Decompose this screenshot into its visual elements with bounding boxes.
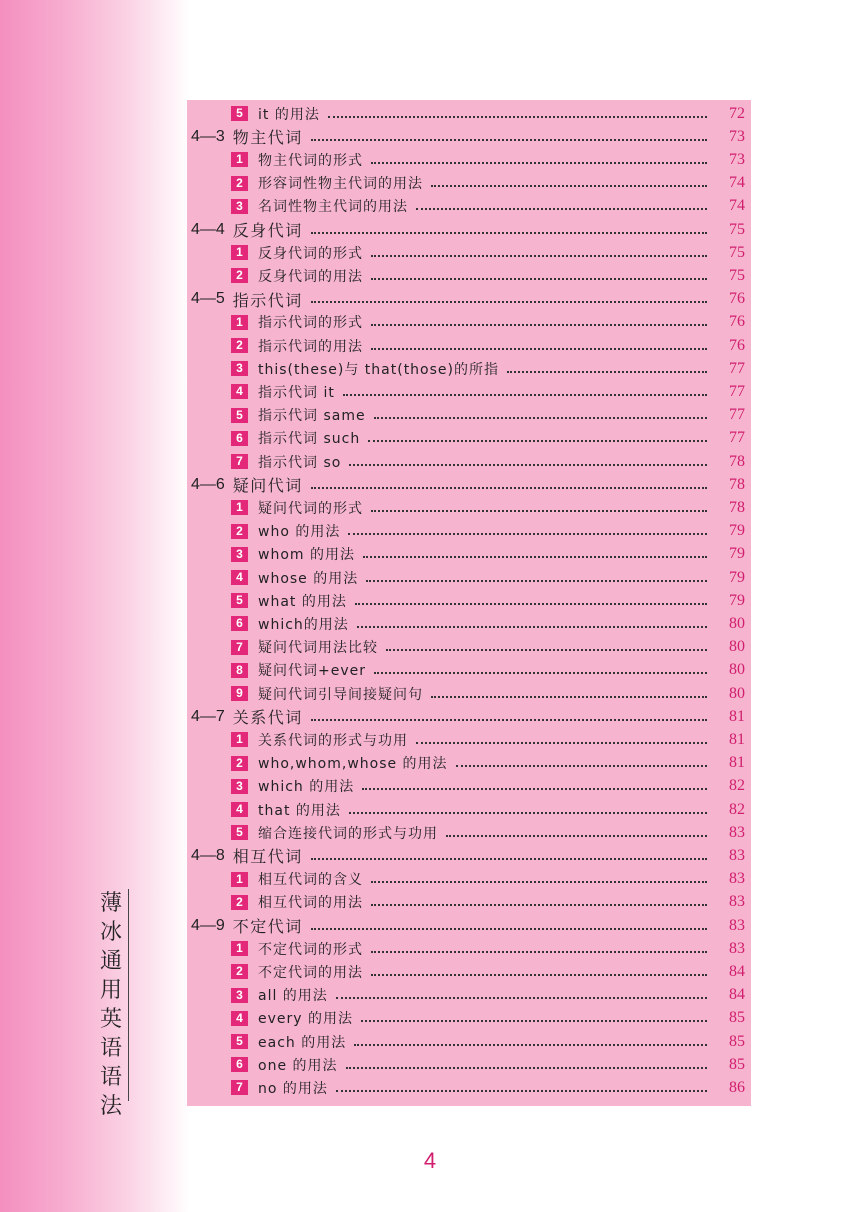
book-title-char: 英 [99, 1007, 122, 1032]
entry-title: 形容词性物主代词的用法 [258, 176, 423, 193]
entry-title: 指示代词 same [258, 408, 366, 425]
toc-item-row[interactable] [187, 450, 751, 473]
toc-section-row[interactable] [187, 914, 751, 937]
book-title-char: 用 [99, 978, 122, 1003]
item-number-badge: 1 [231, 872, 248, 887]
entry-page-number: 80 [729, 638, 745, 656]
dot-leader [371, 964, 707, 976]
dot-leader [368, 430, 707, 442]
item-number-badge: 2 [231, 964, 248, 979]
entry-title: which的用法 [258, 616, 349, 633]
entry-title: all 的用法 [258, 988, 328, 1005]
toc-item-row[interactable] [187, 1007, 751, 1030]
dot-leader [431, 686, 707, 698]
toc-section-row[interactable] [187, 844, 751, 867]
dot-leader [343, 384, 707, 396]
entry-page-number: 78 [729, 498, 745, 516]
entry-page-number: 77 [729, 406, 745, 424]
entry-page-number: 76 [729, 290, 745, 308]
page-number: 4 [423, 1148, 437, 1173]
item-number-badge: 3 [231, 199, 248, 214]
toc-item-row[interactable] [187, 1076, 751, 1099]
entry-page-number: 81 [729, 730, 745, 748]
entry-page-number: 78 [729, 475, 745, 493]
entry-title: 指示代词的形式 [258, 315, 363, 332]
entry-page-number: 73 [729, 150, 745, 168]
entry-title: 不定代词的用法 [258, 964, 363, 981]
entry-page-number: 81 [729, 707, 745, 725]
toc-item-row[interactable] [187, 172, 751, 195]
table-of-contents [187, 100, 751, 1106]
entry-title: 疑问代词引导间接疑问句 [258, 686, 423, 703]
dot-leader [371, 245, 707, 257]
toc-item-row[interactable] [187, 612, 751, 635]
book-title-char: 语 [99, 1036, 122, 1061]
item-number-badge: 2 [231, 895, 248, 910]
toc-item-row[interactable] [187, 264, 751, 287]
entry-page-number: 83 [729, 893, 745, 911]
dot-leader [371, 152, 707, 164]
dot-leader [311, 291, 707, 303]
item-number-badge: 5 [231, 825, 248, 840]
entry-page-number: 77 [729, 359, 745, 377]
entry-page-number: 84 [729, 962, 745, 980]
item-number-badge: 2 [231, 338, 248, 353]
entry-title: 指示代词的用法 [258, 338, 363, 355]
item-number-badge: 6 [231, 431, 248, 446]
item-number-badge: 2 [231, 756, 248, 771]
entry-page-number: 80 [729, 661, 745, 679]
entry-page-number: 73 [729, 127, 745, 145]
section-number: 4—9 [191, 916, 225, 934]
entry-title: 相互代词 [232, 847, 303, 867]
item-number-badge: 1 [231, 941, 248, 956]
toc-item-row[interactable] [187, 380, 751, 403]
dot-leader [328, 106, 707, 118]
entry-title: 指示代词 such [258, 431, 361, 448]
dot-leader [374, 407, 707, 419]
item-number-badge: 3 [231, 779, 248, 794]
entry-page-number: 82 [729, 777, 745, 795]
dot-leader [507, 361, 707, 373]
entry-page-number: 85 [729, 1055, 745, 1073]
entry-title: this(these)与 that(those)的所指 [258, 361, 499, 378]
entry-page-number: 75 [729, 220, 745, 238]
entry-title: that 的用法 [258, 802, 341, 819]
entry-page-number: 80 [729, 684, 745, 702]
entry-title: what 的用法 [258, 593, 347, 610]
dot-leader [311, 709, 707, 721]
entry-page-number: 83 [729, 870, 745, 888]
dot-leader [374, 662, 707, 674]
toc-item-row[interactable] [187, 427, 751, 450]
entry-page-number: 79 [729, 568, 745, 586]
dot-leader [348, 523, 707, 535]
toc-item-row[interactable] [187, 775, 751, 798]
item-number-badge: 5 [231, 593, 248, 608]
book-title-char: 语 [99, 1065, 122, 1090]
section-number: 4—3 [191, 127, 225, 145]
toc-item-row[interactable] [187, 566, 751, 589]
dot-leader [446, 825, 707, 837]
item-number-badge: 3 [231, 361, 248, 376]
entry-page-number: 79 [729, 591, 745, 609]
entry-page-number: 80 [729, 614, 745, 632]
entry-title: 疑问代词 [232, 476, 303, 496]
book-title-char: 冰 [99, 920, 122, 945]
entry-title: 指示代词 [232, 290, 303, 310]
item-number-badge: 2 [231, 524, 248, 539]
toc-item-row[interactable] [187, 891, 751, 914]
item-number-badge: 1 [231, 500, 248, 515]
dot-leader [311, 222, 707, 234]
entry-title: whose 的用法 [258, 570, 359, 587]
entry-title: 疑问代词的形式 [258, 500, 363, 517]
entry-page-number: 72 [729, 104, 745, 122]
toc-item-row[interactable] [187, 404, 751, 427]
dot-leader [431, 175, 707, 187]
item-number-badge: 4 [231, 570, 248, 585]
toc-item-row[interactable] [187, 752, 751, 775]
dot-leader [371, 894, 707, 906]
item-number-badge: 2 [231, 268, 248, 283]
entry-page-number: 75 [729, 243, 745, 261]
dot-leader [363, 546, 707, 558]
dot-leader [362, 778, 707, 790]
toc-section-row[interactable] [187, 125, 751, 148]
toc-item-row[interactable] [187, 1053, 751, 1076]
item-number-badge: 7 [231, 1080, 248, 1095]
toc-section-row[interactable] [187, 288, 751, 311]
entry-page-number: 77 [729, 429, 745, 447]
entry-page-number: 85 [729, 1009, 745, 1027]
entry-title: 缩合连接代词的形式与功用 [258, 825, 438, 842]
section-number: 4—5 [191, 290, 225, 308]
entry-title: 指示代词 so [258, 454, 342, 471]
item-number-badge: 4 [231, 384, 248, 399]
item-number-badge: 7 [231, 640, 248, 655]
entry-title: 物主代词 [232, 128, 303, 148]
item-number-badge: 5 [231, 106, 248, 121]
entry-title: one 的用法 [258, 1057, 338, 1074]
entry-title: which 的用法 [258, 779, 355, 796]
toc-item-row[interactable] [187, 148, 751, 171]
toc-item-row[interactable] [187, 543, 751, 566]
toc-item-row[interactable] [187, 1030, 751, 1053]
dot-leader [354, 1034, 707, 1046]
item-number-badge: 1 [231, 245, 248, 260]
section-number: 4—8 [191, 846, 225, 864]
dot-leader [357, 616, 707, 628]
book-title-char: 通 [99, 949, 122, 974]
entry-page-number: 82 [729, 800, 745, 818]
dot-leader [311, 129, 707, 141]
item-number-badge: 2 [231, 176, 248, 191]
dot-leader [416, 198, 707, 210]
entry-page-number: 76 [729, 336, 745, 354]
entry-page-number: 76 [729, 313, 745, 331]
toc-item-row[interactable] [187, 682, 751, 705]
entry-page-number: 86 [729, 1078, 745, 1096]
dot-leader [346, 1057, 707, 1069]
entry-title: no 的用法 [258, 1080, 328, 1097]
entry-title: 疑问代词+ever [258, 663, 366, 680]
toc-item-row[interactable] [187, 821, 751, 844]
item-number-badge: 3 [231, 547, 248, 562]
dot-leader [349, 802, 707, 814]
item-number-badge: 9 [231, 686, 248, 701]
dot-leader [361, 1010, 707, 1022]
entry-title: each 的用法 [258, 1034, 347, 1051]
item-number-badge: 5 [231, 1034, 248, 1049]
entry-title: whom 的用法 [258, 547, 355, 564]
toc-item-row[interactable] [187, 311, 751, 334]
dot-leader [371, 338, 707, 350]
entry-page-number: 84 [729, 986, 745, 1004]
toc-item-row[interactable] [187, 960, 751, 983]
entry-page-number: 83 [729, 916, 745, 934]
entry-page-number: 83 [729, 846, 745, 864]
toc-section-row[interactable] [187, 473, 751, 496]
entry-page-number: 74 [729, 197, 745, 215]
book-title-char: 法 [99, 1094, 122, 1119]
dot-leader [416, 732, 707, 744]
item-number-badge: 4 [231, 1011, 248, 1026]
item-number-badge: 4 [231, 802, 248, 817]
entry-page-number: 79 [729, 522, 745, 540]
entry-title: 不定代词的形式 [258, 941, 363, 958]
item-number-badge: 6 [231, 1057, 248, 1072]
entry-title: 相互代词的用法 [258, 895, 363, 912]
toc-item-row[interactable] [187, 241, 751, 264]
toc-item-row[interactable] [187, 496, 751, 519]
dot-leader [311, 477, 707, 489]
entry-page-number: 81 [729, 754, 745, 772]
section-number: 4—6 [191, 475, 225, 493]
toc-section-row[interactable] [187, 705, 751, 728]
toc-item-row[interactable] [187, 937, 751, 960]
dot-leader [311, 918, 707, 930]
entry-title: every 的用法 [258, 1011, 354, 1028]
dot-leader [371, 941, 707, 953]
entry-title: 反身代词 [232, 221, 303, 240]
toc-item-row[interactable] [187, 868, 751, 891]
entry-page-number: 78 [729, 452, 745, 470]
entry-page-number: 85 [729, 1032, 745, 1050]
entry-title: who 的用法 [258, 524, 341, 541]
dot-leader [386, 639, 707, 651]
toc-item-row[interactable] [187, 984, 751, 1007]
toc-item-row[interactable] [187, 728, 751, 751]
toc-item-row[interactable] [187, 357, 751, 380]
item-number-badge: 8 [231, 663, 248, 678]
entry-title: 相互代词的含义 [258, 872, 363, 889]
toc-section-row[interactable] [187, 218, 751, 241]
dot-leader [371, 314, 707, 326]
item-number-badge: 1 [231, 315, 248, 330]
toc-item-row[interactable] [187, 636, 751, 659]
toc-item-row[interactable] [187, 102, 751, 125]
dot-leader [311, 848, 707, 860]
entry-page-number: 77 [729, 382, 745, 400]
entry-title: 反身代词的用法 [258, 268, 363, 285]
toc-item-row[interactable] [187, 798, 751, 821]
item-number-badge: 1 [231, 732, 248, 747]
dot-leader [371, 268, 707, 280]
toc-item-row[interactable] [187, 520, 751, 543]
entry-page-number: 74 [729, 174, 745, 192]
entry-title: 关系代词的形式与功用 [258, 732, 408, 749]
entry-title: 不定代词 [232, 917, 303, 936]
dot-leader [349, 454, 707, 466]
entry-title: 物主代词的形式 [258, 152, 363, 169]
entry-title: who,whom,whose 的用法 [258, 756, 448, 773]
item-number-badge: 7 [231, 454, 248, 469]
entry-page-number: 83 [729, 939, 745, 957]
book-title-char: 薄 [99, 891, 122, 916]
entry-page-number: 79 [729, 545, 745, 563]
item-number-badge: 1 [231, 152, 248, 167]
entry-page-number: 75 [729, 266, 745, 284]
dot-leader [371, 500, 707, 512]
dot-leader [336, 1080, 707, 1092]
item-number-badge: 6 [231, 616, 248, 631]
entry-page-number: 83 [729, 823, 745, 841]
dot-leader [456, 755, 707, 767]
item-number-badge: 3 [231, 988, 248, 1003]
dot-leader [355, 593, 707, 605]
dot-leader [336, 987, 707, 999]
entry-title: 疑问代词用法比较 [258, 640, 378, 657]
toc-item-row[interactable] [187, 334, 751, 357]
entry-title: 指示代词 it [258, 384, 335, 401]
toc-item-row[interactable] [187, 659, 751, 682]
entry-title: 名词性物主代词的用法 [258, 199, 408, 216]
dot-leader [371, 871, 707, 883]
toc-item-row[interactable] [187, 589, 751, 612]
book-title-vertical [94, 889, 129, 1119]
toc-item-row[interactable] [187, 195, 751, 218]
section-number: 4—4 [191, 220, 225, 238]
section-number: 4—7 [191, 707, 225, 725]
entry-title: it 的用法 [258, 106, 320, 123]
entry-title: 反身代词的形式 [258, 245, 363, 262]
entry-title: 关系代词 [232, 708, 303, 728]
dot-leader [366, 570, 707, 582]
item-number-badge: 5 [231, 408, 248, 423]
